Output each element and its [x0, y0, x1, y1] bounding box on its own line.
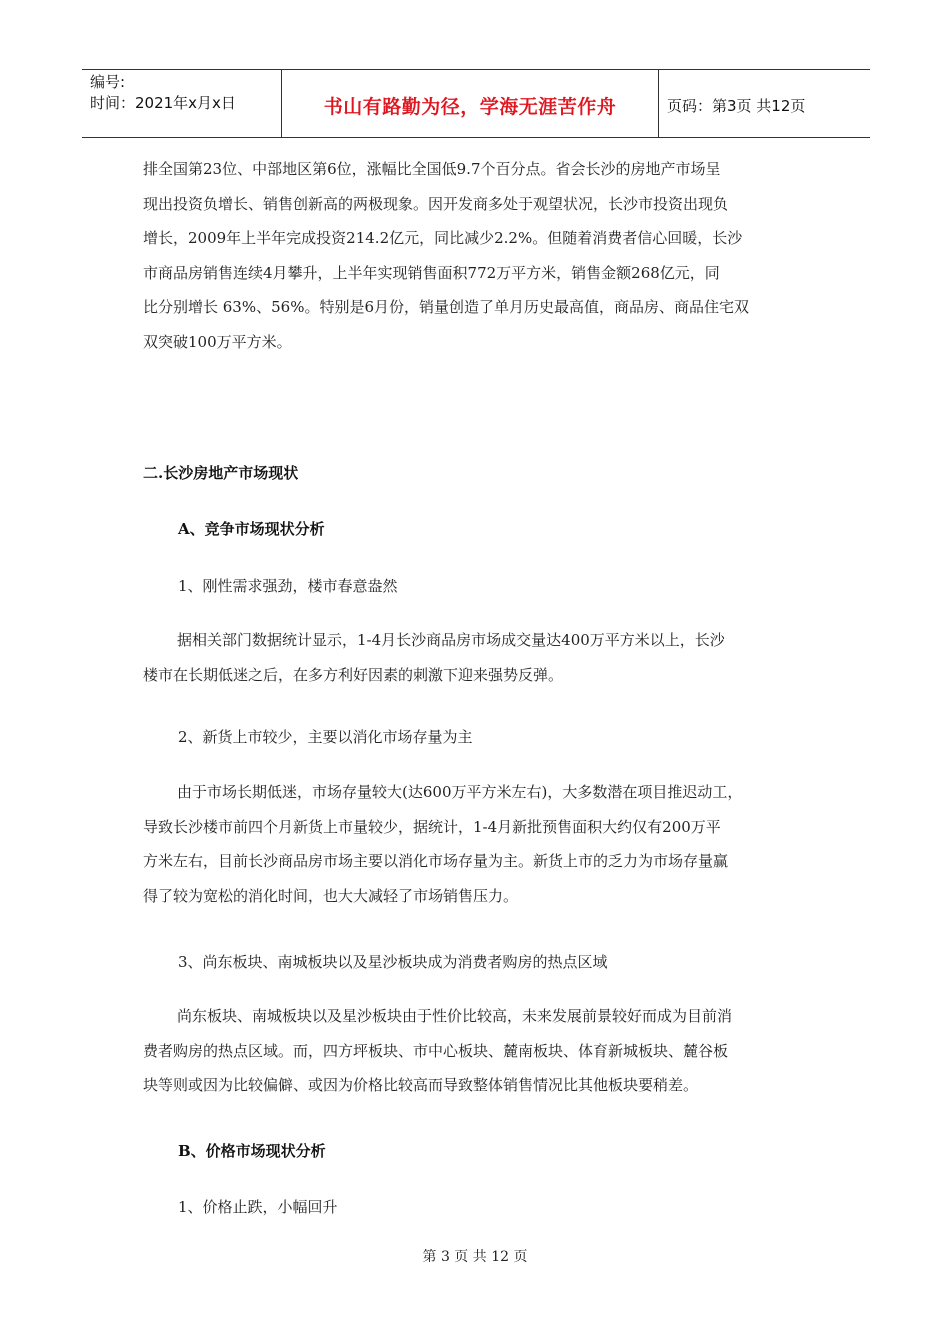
- paragraph-line: 据相关部门数据统计显示，1-4月长沙商品房市场成交量达400万平方米以上，长沙: [177, 631, 725, 649]
- item-3-heading: 3、尚东板块、南城板块以及星沙板块成为消费者购房的热点区域: [178, 953, 608, 971]
- header-motto: 书山有路勤为径，学海无涯苦作舟: [282, 70, 659, 137]
- paragraph-line: 导致长沙楼市前四个月新货上市量较少，据统计，1-4月新批预售面积大约仅有200万平: [143, 817, 721, 836]
- paragraph-line: 尚东板块、南城板块以及星沙板块由于性价比较高，未来发展前景较好而成为目前消: [177, 1007, 733, 1025]
- subsection-a-title: A、竞争市场现状分析: [178, 520, 325, 538]
- item-2-paragraph: [143, 775, 803, 913]
- paragraph-line: 楼市在长期低迷之后，在多方利好因素的刺激下迎来强势反弹。: [143, 665, 564, 684]
- paragraph-line: 市商品房销售连续4月攀升，上半年实现销售面积772万平方米，销售金额268亿元，同: [143, 263, 720, 282]
- header-left-cell: [82, 70, 282, 137]
- paragraph-line: 得了较为宽松的消化时间，也大大减轻了市场销售压力。: [143, 886, 519, 905]
- document-time-label: 时间：2021年x月x日: [90, 94, 236, 112]
- paragraph-line: 块等则或因为比较偏僻、或因为价格比较高而导致整体销售情况比其他板块要稍差。: [143, 1076, 699, 1095]
- intro-paragraph: [143, 152, 803, 360]
- item-2-heading: 2、新货上市较少，主要以消化市场存量为主: [178, 728, 473, 746]
- item-3-paragraph: [143, 999, 803, 1103]
- paragraph-line: 现出投资负增长、销售创新高的两极现象。因开发商多处于观望状况，长沙市投资出现负: [143, 194, 729, 213]
- paragraph-line: 增长，2009年上半年完成投资214.2亿元，同比减少2.2%。但随着消费者信心回暖，长沙: [143, 229, 743, 248]
- page-footer: 第 3 页 共 12 页: [422, 1249, 528, 1265]
- item-1-heading: 1、刚性需求强劲，楼市春意盎然: [178, 577, 398, 595]
- item-b1-heading: 1、价格止跌，小幅回升: [178, 1198, 338, 1216]
- header-page-label: 页码：第3页 共12页: [667, 97, 806, 115]
- paragraph-line: 排全国第23位、中部地区第6位，涨幅比全国低9.7个百分点。省会长沙的房地产市场呈: [143, 160, 721, 178]
- paragraph-line: 由于市场长期低迷，市场存量较大(达600万平方米左右)，大多数潜在项目推迟动工，: [177, 783, 743, 801]
- subsection-b-title: B、价格市场现状分析: [178, 1142, 326, 1160]
- section-title: 二.长沙房地产市场现状: [143, 464, 299, 482]
- paragraph-line: 费者购房的热点区域。而，四方坪板块、市中心板块、麓南板块、体育新城板块、麓谷板: [143, 1041, 729, 1060]
- document-number-label: 编号:: [90, 73, 126, 91]
- page-header: [82, 69, 870, 138]
- paragraph-line: 比分别增长 63%、56%。特别是6月份，销量创造了单月历史最高值，商品房、商品住宅双: [143, 298, 749, 317]
- item-1-paragraph: [143, 623, 803, 692]
- paragraph-line: 双突破100万平方米。: [143, 332, 292, 351]
- paragraph-line: 方米左右，目前长沙商品房市场主要以消化市场存量为主。新货上市的乏力为市场存量赢: [143, 852, 729, 871]
